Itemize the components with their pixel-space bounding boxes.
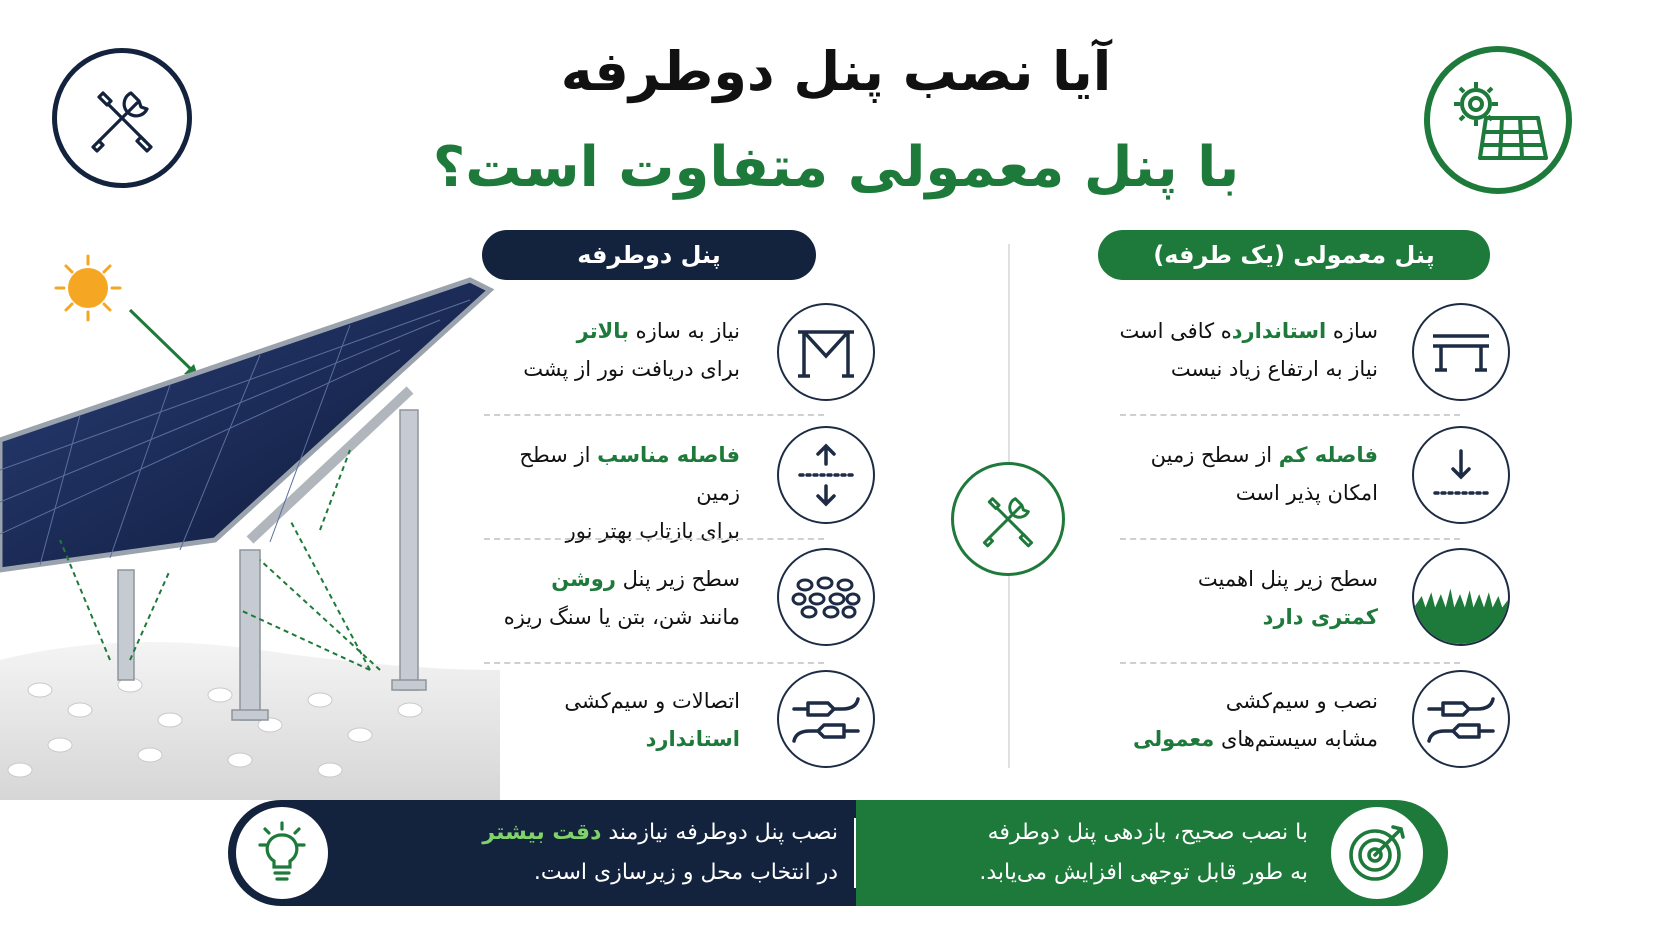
wrench-screwdriver-icon — [973, 484, 1043, 554]
bifacial-row-4-line2: استاندارد — [645, 727, 740, 751]
center-tools-badge — [951, 462, 1065, 576]
bifacial-panel-illustration — [0, 240, 500, 800]
down-arrow-ground-icon — [1412, 426, 1510, 524]
bottom-right-line1: با نصب صحیح، بازدهی پنل دوطرفه — [987, 820, 1308, 845]
standard-row-3-line1: سطح زیر پنل اهمیت — [1197, 567, 1378, 591]
bottom-left-line1: نصب پنل دوطرفه نیازمند دقت بیشتر — [482, 820, 838, 845]
connector-cable-icon — [1412, 670, 1510, 768]
gravel-icon — [777, 548, 875, 646]
standard-row-3-line2: کمتری دارد — [1262, 605, 1378, 629]
standard-header: پنل معمولی (یک طرفه) — [1098, 230, 1490, 280]
standard-row-2-line2: امکان پذیر است — [1235, 481, 1378, 505]
banner-divider — [854, 818, 856, 888]
bifacial-row-1-line2: برای دریافت نور از پشت — [523, 357, 740, 381]
page-title-line2: با پنل معمولی متفاوت است؟ — [432, 135, 1240, 200]
bifacial-row-4-line1: اتصالات و سیم‌کشی — [564, 689, 740, 713]
standard-row-1-line2: نیاز به ارتفاع زیاد نیست — [1170, 357, 1378, 381]
separator — [484, 662, 824, 664]
bifacial-row-3-line2: مانند شن، بتن یا سنگ ریزه — [503, 605, 740, 629]
standard-row-1-line1: سازه استاندارده کافی است — [1119, 319, 1378, 343]
page-title-line1: آیا نصب پنل دوطرفه — [560, 40, 1112, 103]
bifacial-row-1-line1: نیاز به سازه بالاتر — [576, 319, 740, 343]
connector-cable-icon — [777, 670, 875, 768]
target-icon — [1331, 807, 1423, 899]
lightbulb-icon — [236, 807, 328, 899]
bottom-right-line2: به طور قابل توجهی افزایش می‌یابد. — [979, 860, 1308, 885]
separator — [1120, 538, 1460, 540]
vertical-spacing-icon — [777, 426, 875, 524]
separator — [484, 538, 824, 540]
bifacial-row-2-line2: برای بازتاب بهتر نور — [565, 519, 740, 543]
bifacial-row-3-line1: سطح زیر پنل روشن — [551, 567, 740, 591]
standard-row-2-line1: فاصله کم از سطح زمین — [1150, 443, 1378, 467]
sun-icon — [56, 256, 120, 320]
bifacial-header: پنل دوطرفه — [482, 230, 816, 280]
bifacial-row-2-line1: فاصله مناسب از سطح زمین — [519, 443, 740, 505]
standard-row-4-line1: نصب و سیم‌کشی — [1225, 689, 1378, 713]
bottom-left-line2: در انتخاب محل و زیرسازی است. — [533, 860, 838, 885]
separator — [1120, 662, 1460, 664]
grass-icon — [1412, 548, 1510, 646]
bottom-banner — [228, 800, 1448, 906]
low-frame-icon — [1412, 303, 1510, 401]
separator — [1120, 414, 1460, 416]
separator — [484, 414, 824, 416]
standard-row-4-line2: مشابه سیستم‌های معمولی — [1133, 727, 1378, 751]
raised-frame-icon — [777, 303, 875, 401]
